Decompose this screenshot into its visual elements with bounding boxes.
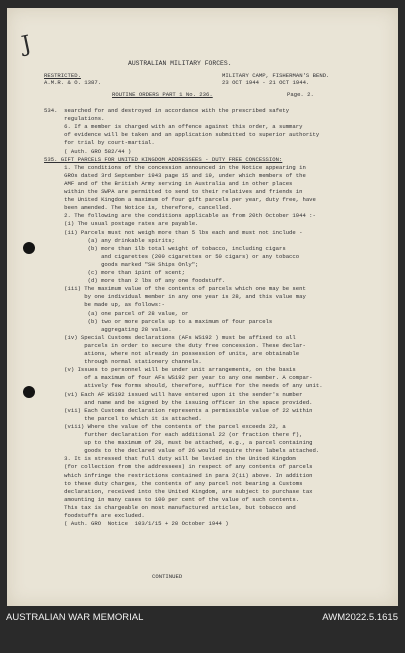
handwritten-mark: J xyxy=(19,31,34,58)
order-text-line: (ii) Parcels must not weigh more than 5 lbs each and must not include - xyxy=(44,228,303,236)
order-text-line: (vi) Each AF WS192 issued will have entered upon it the sender's number xyxy=(44,390,303,398)
order-text-line: 6. If a member is charged with an offence against this order, a summary xyxy=(44,123,303,131)
order-text-line: 1. The conditions of the concession announced in the Notice appearing in xyxy=(44,163,306,171)
order-text-line: (for collection from the addressees) in respect of any contents of parcels xyxy=(44,463,313,471)
order-text-line: ( Auth. GRO Notice 103/1/15 + 20 October 1944 ) xyxy=(44,520,229,528)
order-text-line: This tax is chargeable on most manufactured articles, but tobacco and xyxy=(44,503,296,511)
order-text-line: atively few forms should, therefore, suffice for the needs of any unit. xyxy=(44,382,323,390)
order-text-line: of a maximum of four AFs WS192 per year to any one member. A compar- xyxy=(44,374,313,382)
order-text-line: 3. It is stressed that full duty will be levied in the United Kingdom xyxy=(44,455,296,463)
camp-name: MILITARY CAMP, FISHERMAN'S BEND. xyxy=(222,72,330,79)
punch-hole xyxy=(23,386,35,398)
order-text-line: 535. GIFT PARCELS FOR UNITED KINGDOM ADDRESSEES - DUTY FREE CONCESSION: xyxy=(44,155,283,163)
order-text-line: aggregating 28 value. xyxy=(44,325,172,333)
order-text-line: within the SWPA are permitted to send to their relatives and friends in xyxy=(44,188,303,195)
document-title: AUSTRALIAN MILITARY FORCES. xyxy=(128,60,232,67)
order-text-line: up to the maximum of 28, must be attached, e.g., a parcel containing xyxy=(44,439,313,447)
footer-source: AUSTRALIAN WAR MEMORIAL xyxy=(6,612,144,623)
order-text-line: GROs dated 3rd September 1943 page 15 and 19, under which members of the xyxy=(44,171,306,179)
reference-number: A.M.R. & O. 1387. xyxy=(44,79,102,86)
order-text-line: the parcel to which it is attached. xyxy=(44,414,202,422)
order-text-line: further declaration for each additional 22 (or fraction there f), xyxy=(44,431,303,438)
order-text-line: parcels in order to secure the duty free concession. These declar- xyxy=(44,341,306,349)
order-text-line: AMF and of the British Army serving in Australia and in other places xyxy=(44,179,293,187)
order-text-line: of evidence will be taken and an application submitted to superior authority xyxy=(44,131,320,139)
order-dates: 23 OCT 1944 - 21 OCT 1944. xyxy=(222,79,310,86)
page-number: Page. 2. xyxy=(287,91,314,98)
order-text-line: ( Auth. GRO 582/44 ) xyxy=(44,147,132,155)
order-text-line: ations, where not already in possession of units, are obtainable xyxy=(44,350,300,357)
order-text-line: been amended. The Notice is, therefore, cancelled. xyxy=(44,204,232,212)
order-text-line: (a) one parcel of 28 value, or xyxy=(44,309,189,317)
order-text-line: (iv) Special Customs declarations (AFs WS192 ) must be affixed to all xyxy=(44,333,296,341)
order-text-line: and name and be signed by the issuing officer in the space provided. xyxy=(44,398,313,406)
order-text-line: for trial by court-martial. xyxy=(44,139,155,147)
order-text-line: and cigarettes (200 cigarettes or 50 cigars) or any tobacco xyxy=(44,252,300,260)
order-text-line: (c) more than 1pint of scent; xyxy=(44,269,185,276)
order-text-line: amounting in many cases to 100 per cent of the value of such contents. xyxy=(44,495,300,503)
order-text-line: declaration, received into the United Kingdom, are subject to purchase tax xyxy=(44,487,313,495)
order-text-line: to these duty charges, the contents of any parcel not bearing a Customs xyxy=(44,479,303,487)
order-text-line: which infringe the restrictions contained in para 2(ii) above. In addition xyxy=(44,471,313,479)
order-text-line: (v) Issues to personnel will be under unit arrangements, on the basis xyxy=(44,366,296,374)
order-text-line: 2. The following are the conditions applicable as from 20th October 1944 :- xyxy=(44,212,316,220)
order-text-line: (vii) Each Customs declaration represents a permissible value of 22 within xyxy=(44,406,313,414)
order-text-line: (b) two or more parcels up to a maximum of four parcels xyxy=(44,317,273,325)
order-text-line: goods to the declared value of 26 would require three labels attached. xyxy=(44,447,320,455)
order-text-line: the United Kingdom a maximum of four gift parcels per year, duty free, have xyxy=(44,196,316,204)
order-text-line: (i) The usual postage rates are payable. xyxy=(44,220,199,228)
order-text-line: goods marked "SH Ships Only"; xyxy=(44,260,199,268)
order-text-line: through normal stationery channels. xyxy=(44,358,202,366)
order-text-line: 534. searched for and destroyed in accordance with the prescribed safety xyxy=(44,107,290,114)
continued-label: CONTINUED xyxy=(152,573,183,580)
footer-accession: AWM2022.5.1615 xyxy=(322,612,398,623)
order-text-line: (viii) Where the value of the contents of the parcel exceeds 22, a xyxy=(44,422,286,430)
order-text-line: (a) any drinkable spirits; xyxy=(44,236,175,244)
order-text-line: regulations. xyxy=(44,115,105,123)
order-text-line: by one individual member in any one year is 28, and this value may xyxy=(44,293,306,301)
order-text-line: (d) more than 2 lbs of any one foodstuff. xyxy=(44,277,226,285)
order-text-line: foodstuffs are excluded. xyxy=(44,512,145,519)
order-text-line: (iii) The maximum value of the contents of parcels which one may be sent xyxy=(44,285,306,293)
order-text-line: (b) more than 1lb total weight of tobacco, including cigars xyxy=(44,244,286,252)
restricted-label: RESTRICTED. xyxy=(44,72,81,79)
punch-hole xyxy=(23,242,35,254)
order-text-line: be made up, as follows:- xyxy=(44,301,165,309)
routine-orders-title: ROUTINE ORDERS PART 1 No. 236. xyxy=(112,91,213,98)
